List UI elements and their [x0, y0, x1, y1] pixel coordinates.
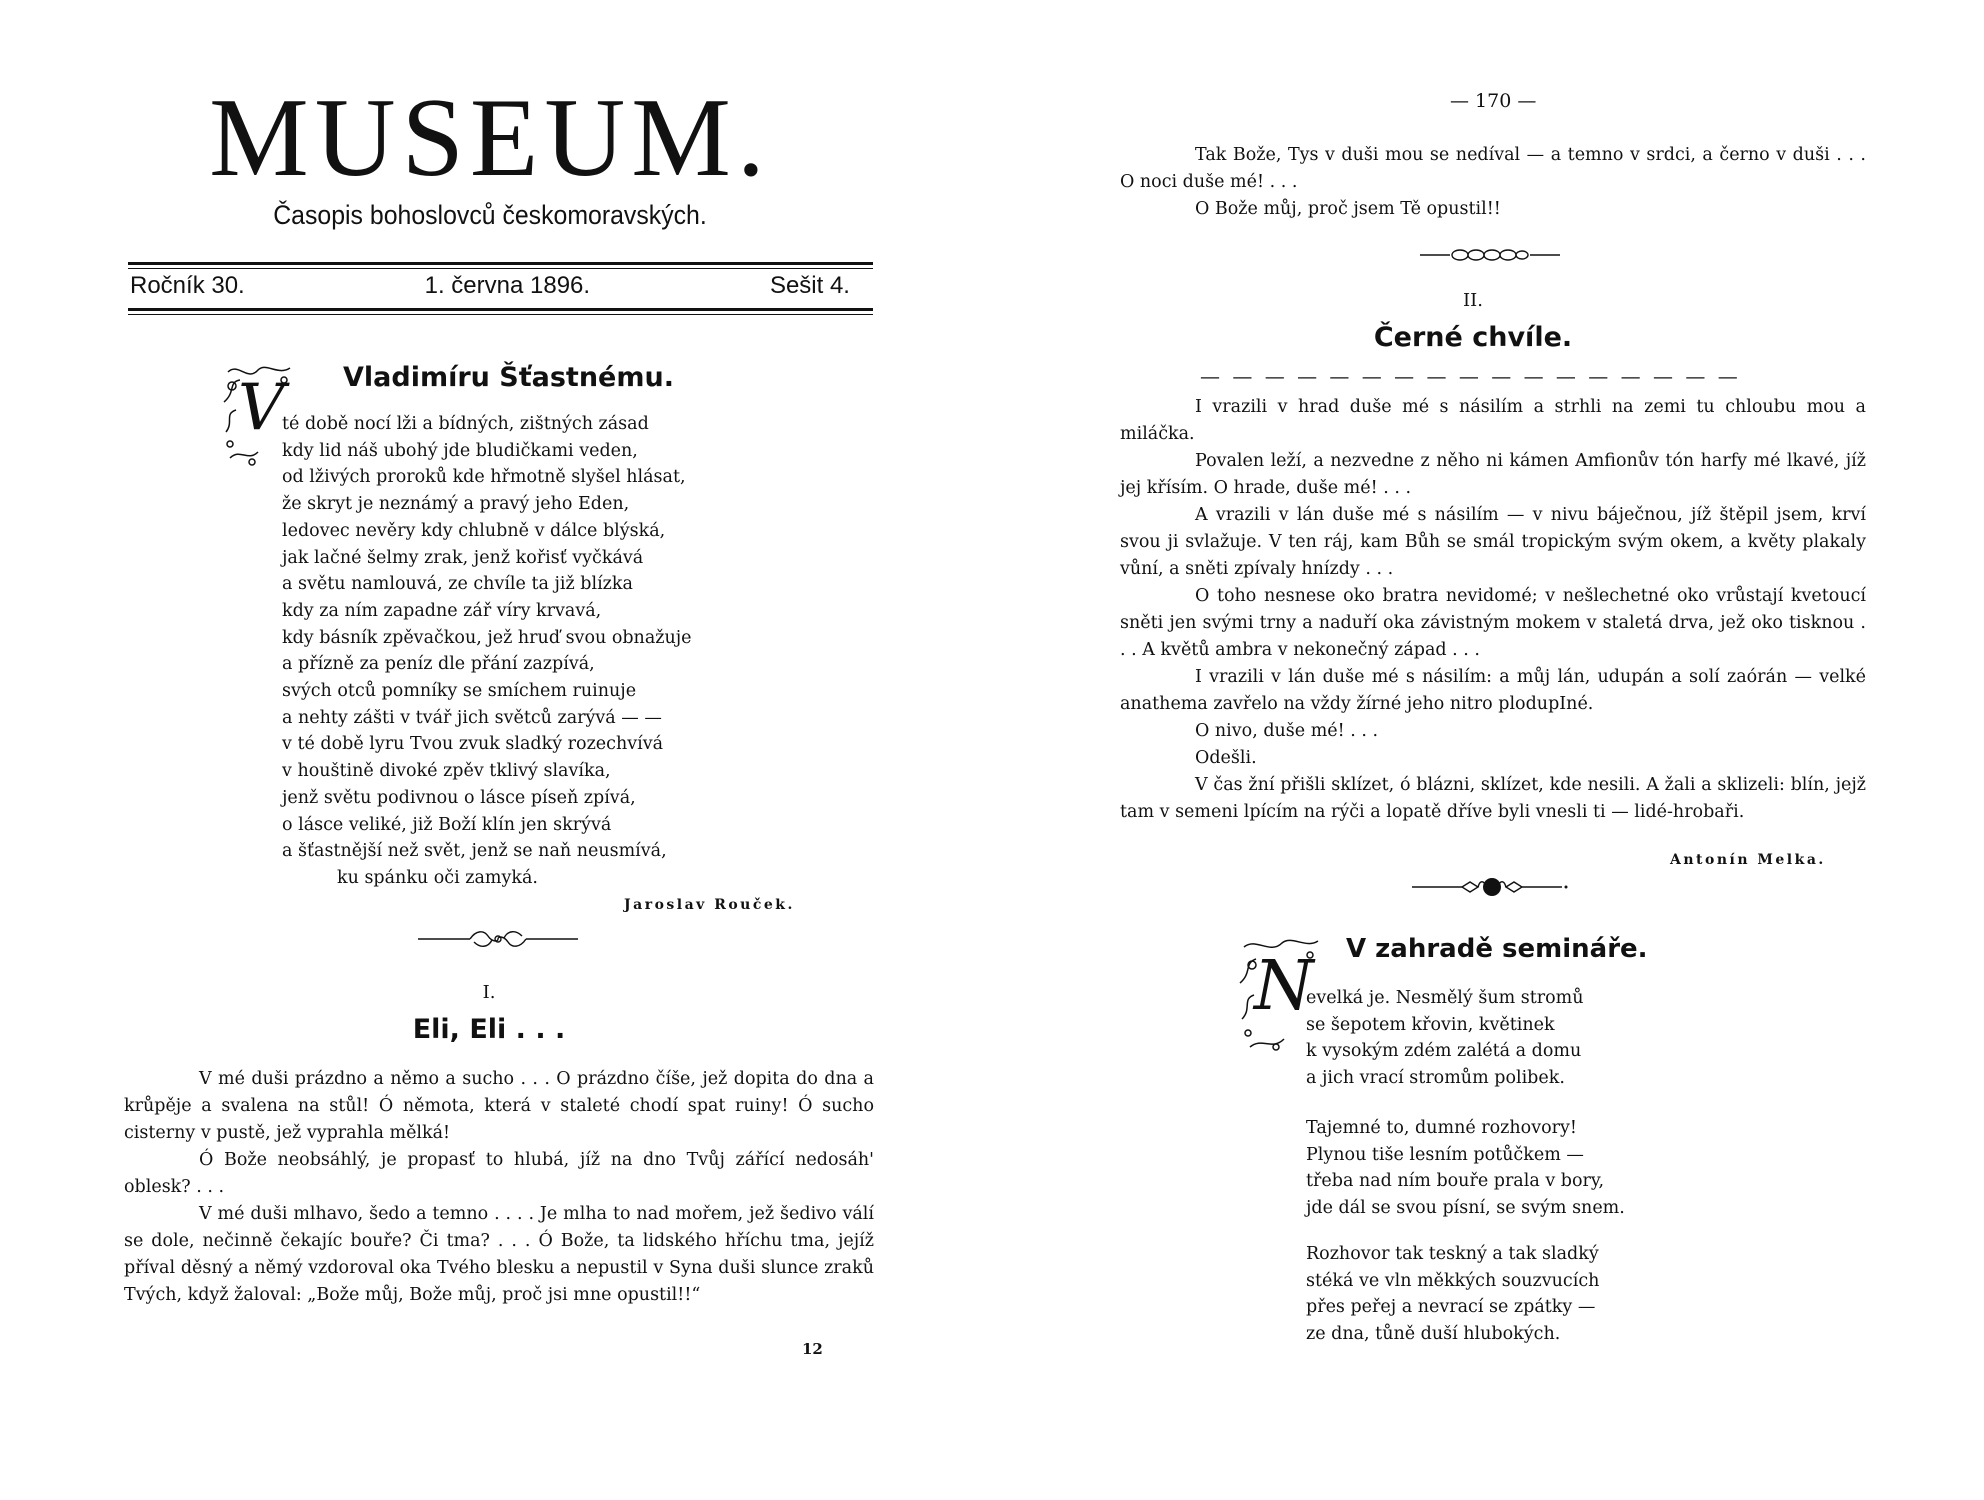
- stanza: [1306, 1241, 1806, 1348]
- poem-line: ze dna, tůně duší hlubokých.: [1306, 1323, 1561, 1344]
- paragraph: V čas žní přišli sklízet, ó blázni, sklízet, kde nesili. A žali a sklizeli: blín, jejž tam v semeni lpícím na rýči a lopatě dříve byli vnesli ti — lidé-hrobaři.: [1120, 775, 1866, 822]
- dash-separator: — — — — — — — — — — — — — — — — —: [1200, 364, 1741, 388]
- volume-label: Ročník 30.: [130, 272, 245, 299]
- section-numeral: II.: [1463, 290, 1483, 311]
- poem-line: svých otců pomníky se smíchem ruinuje: [282, 681, 637, 702]
- paragraph: Povalen leží, a nezvedne z něho ni kámen Amfionův tón harfy mé lkavé, jíž jej křísím. O hrade, duše mé! . . .: [1120, 451, 1866, 498]
- floral-divider-icon: [418, 928, 578, 950]
- drop-cap-letter: N: [1254, 947, 1314, 1026]
- poem-line: Tajemné to, dumné rozhovory!: [1306, 1118, 1577, 1138]
- section-title: Černé chvíle.: [1373, 322, 1573, 353]
- paragraph: O toho nesnese oko bratra nevidomé; v nešlechetné oko vrůstají kvetoucí sněti jen svými trny a naduří oka závistným mokem v staletá drva, jež oko tisknou . . . A květů ambra v nekonečný západ . . .: [1120, 586, 1866, 660]
- stanza: [1306, 985, 1806, 1092]
- signature-mark: 12: [802, 1340, 823, 1358]
- masthead-rule-bottom-thin: [128, 314, 873, 315]
- poem-line: kdy za ním zapadne zář víry krvavá,: [282, 600, 602, 621]
- drop-cap-letter: V: [238, 371, 285, 445]
- paragraph: Tak Bože, Tys v duši mou se nedíval — a temno v srdci, a černo v duši . . . O noci duše mé! . . .: [1120, 145, 1866, 192]
- poem-body: [282, 411, 752, 892]
- divider-ornament: [1412, 874, 1572, 900]
- masthead-subtitle: Časopis bohoslovců českomoravských.: [273, 200, 707, 230]
- poem-body: [1306, 1115, 1806, 1348]
- continued-text: [1120, 142, 1866, 223]
- right-page: [992, 0, 1984, 1500]
- poem-line: k vysokým zdém zalétá a domu: [1306, 1041, 1582, 1062]
- masthead-rule-top-thin: [128, 268, 873, 269]
- section-title: Eli, Eli . . .: [412, 1014, 566, 1045]
- poem-line: v té době lyru Tvou zvuk sladký rozechvívá: [282, 734, 664, 755]
- poem-line: Rozhovor tak teskný a tak sladký: [1306, 1243, 1599, 1264]
- poem-line: Plynou tiše lesním potůčkem —: [1306, 1144, 1584, 1165]
- section-numeral: I.: [482, 982, 496, 1003]
- poem-author: Jaroslav Rouček.: [624, 897, 795, 913]
- issue-info-row: [130, 272, 850, 300]
- paragraph: A vrazili v lán duše mé s násilím — v nivu báječnou, jíž štěpil jsem, krví svou ji svlažuje. V ten ráj, kam Bůh se smál tropickým svým okem, a květy plakaly vůní, a sněti zpívaly hnízdy . . .: [1120, 505, 1866, 579]
- poem-body: [1306, 985, 1806, 1092]
- paragraph: I vrazili v hrad duše mé s násilím a strhli na zemi tu chloubu mou a miláčka.: [1120, 397, 1866, 444]
- poem-line: že skryt je neznámý a pravý jeho Eden,: [282, 494, 630, 515]
- section-body: [124, 1066, 874, 1309]
- rosette-divider-icon: [1412, 874, 1572, 900]
- poem-title: V zahradě semináře.: [1346, 934, 1648, 964]
- poem-line: jde dál se svou písní, se svým snem.: [1306, 1198, 1625, 1219]
- poem-line: přes peřej a nevrací se zpátky —: [1306, 1297, 1596, 1318]
- poem-line: o lásce veliké, již Boží klín jen skrývá: [282, 814, 612, 835]
- poem-line: od lživých proroků kde hřmotně slyšel hlásat,: [282, 467, 686, 488]
- section-author: Antonín Melka.: [1670, 852, 1826, 868]
- stanza: [1306, 1115, 1806, 1222]
- divider-ornament: [418, 928, 578, 950]
- issue-date: 1. června 1896.: [424, 272, 591, 299]
- divider-ornament: [1420, 246, 1560, 264]
- poem-line: jak lačné šelmy zrak, jenž kořisť vyčkává: [282, 547, 644, 568]
- poem-line: a šťastnější než svět, jenž se naň neusmívá,: [282, 841, 667, 862]
- paragraph: I vrazili v lán duše mé s násilím: a můj lán, udupán a solí zaórán — velké anathema zavřelo na vždy žírné jeho nitro plodupIné.: [1120, 667, 1866, 714]
- poem-line: v houštině divoké zpěv tklivý slavíka,: [282, 761, 611, 782]
- paragraph: V mé duši prázdno a němo a sucho . . . O prázdno číše, jež dopita do dna a krůpěje a svalena na stůl! Ó němota, která v staleté chodí spat ruiny! Ó sucho cisterny v pustě, jež vyprahla mělká!: [124, 1069, 874, 1143]
- issue-number: Sešit 4.: [769, 272, 850, 299]
- poem-line: evelká je. Nesmělý šum stromů: [1306, 988, 1584, 1008]
- paragraph: V mé duši mlhavo, šedo a temno . . . . Je mlha to nad mořem, jež šedivo válí se dole, nečinně čekajíc bouře? Či tma? . . . Ó Bože, ta lidského hříchu tma, jejíž příval děsný a němý vzdoroval oka Tvého blesku a nepustil v Syna duši slunce zraků Tvých, když žaloval: „Bože můj, Bože můj, proč jsi mne opustil!!“: [124, 1204, 874, 1305]
- chain-divider-icon: [1420, 246, 1560, 264]
- poem-line: kdy básník zpěvačkou, jež hruď svou obnažuje: [282, 627, 692, 648]
- poem-line: třeba nad ním bouře prala v bory,: [1306, 1171, 1605, 1192]
- section-body: [1120, 394, 1866, 826]
- paragraph: Odešli.: [1195, 748, 1257, 768]
- paragraph: Ó Bože neobsáhlý, je propasť to hlubá, jíž na dno Tvůj zářící nedosáh' oblesk? . . .: [124, 1150, 874, 1197]
- poem-line: ledovec nevěry kdy chlubně v dálce blýská,: [282, 520, 666, 541]
- poem-line: kdy lid náš ubohý jde bludičkami veden,: [282, 440, 638, 461]
- paragraph: O nivo, duše mé! . . .: [1195, 721, 1379, 741]
- masthead-rule-bottom-thick: [128, 308, 873, 311]
- page-number: — 170 —: [1450, 90, 1537, 112]
- masthead-title: MUSEUM.: [209, 76, 771, 200]
- poem-title: Vladimíru Šťastnému.: [343, 362, 674, 393]
- poem-line: a světu namlouvá, ze chvíle ta již blízka: [282, 574, 633, 595]
- poem-line: ku spánku oči zamyká.: [337, 867, 538, 888]
- poem-line: stéká ve vln měkkých souzvucích: [1306, 1270, 1600, 1291]
- poem-line: a jich vrací stromům polibek.: [1306, 1068, 1565, 1089]
- poem-line: jenž světu podivnou o lásce píseň zpívá,: [282, 787, 636, 808]
- poem-line: a přízně za peníz dle přání zazpívá,: [282, 654, 595, 675]
- poem-line: té době nocí lži a bídných, zištných zásad: [282, 414, 649, 434]
- masthead-rule-top-thick: [128, 262, 873, 265]
- poem-line: a nehty zášti v tvář jich světců zarývá — —: [282, 707, 662, 728]
- paragraph: O Bože můj, proč jsem Tě opustil!!: [1195, 199, 1501, 219]
- poem-line: se šepotem křovin, květinek: [1306, 1014, 1555, 1035]
